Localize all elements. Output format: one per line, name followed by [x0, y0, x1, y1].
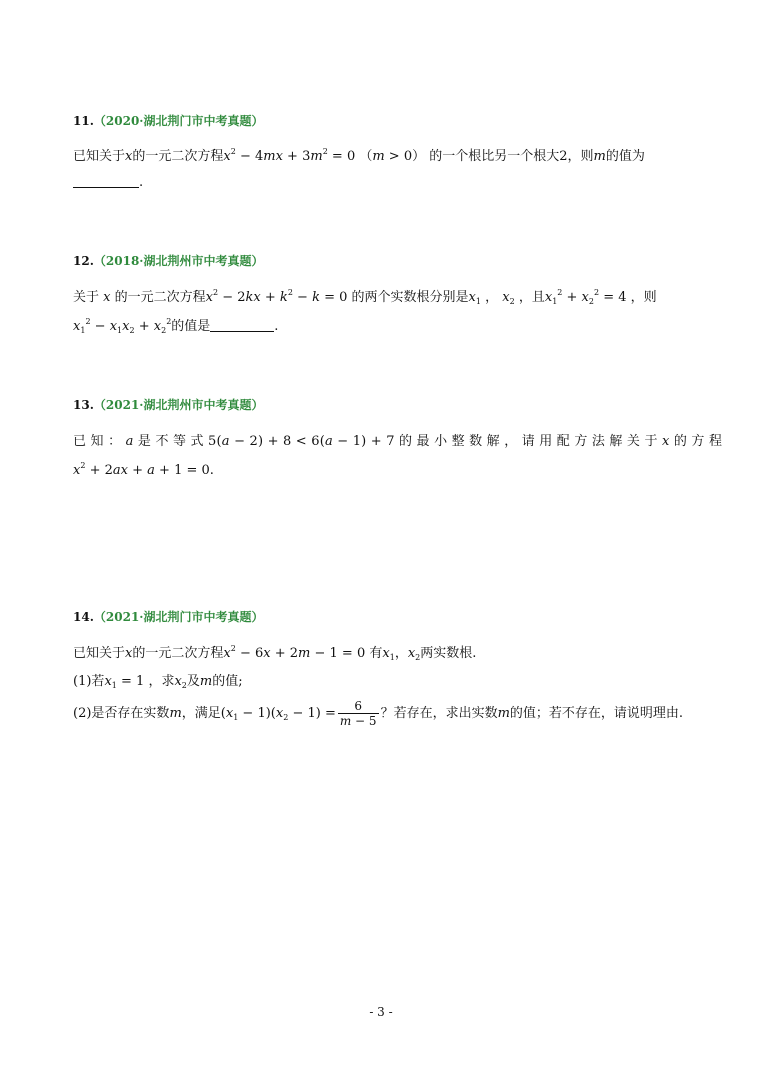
q14-text: 是否存在实数	[91, 706, 170, 721]
q13-text: 是 不 等 式	[137, 434, 204, 449]
q14-text: 已知关于	[73, 646, 126, 661]
q14-text: 的一元二次方程	[132, 646, 224, 661]
answer-blank[interactable]	[73, 175, 139, 188]
q14-text: ？若存在，求出实数	[380, 706, 498, 721]
q13-stem: 已 知 ： a 是 不 等 式 5(a − 2) + 8 < 6(a − 1) + 7 的 最 小 整 数 解 ， 请 用 配 方 法 解 关 于 x 的 方 程	[73, 434, 723, 449]
q14-part2-label: (2)	[73, 706, 92, 721]
q11-source: （2020·湖北荆门市中考真题）	[93, 114, 264, 128]
q13-source: （2021·湖北荆州市中考真题）	[93, 398, 264, 412]
q13-heading	[73, 396, 263, 413]
q11-number: 11.	[73, 114, 94, 128]
page-number: - 3 -	[369, 1005, 393, 1019]
fraction-denominator: m − 5	[339, 713, 377, 728]
q12-text: ，且	[518, 290, 545, 305]
q11-period: .	[139, 175, 144, 190]
q14-text: 两实数根.	[420, 646, 477, 661]
q11-text: 的一元二次方程	[132, 149, 224, 164]
q12-text: 的值是	[171, 319, 211, 334]
q12-text: 的一元二次方程	[114, 290, 206, 305]
q14-number: 14.	[73, 610, 94, 624]
q14-text: 若	[91, 674, 105, 689]
q11-heading	[73, 112, 263, 129]
q12-text: 关于	[73, 290, 100, 305]
q12-stem: 关于 x 的一元二次方程$x^2 - 2kx + k^2 - k = 0$ 的两个实数根分别是$x_1$ ， $x_2$ ，且$x_1^2 + x_2^2 = 4$ ，则	[73, 288, 657, 306]
q12-stem-2: $x_1^2 - x_1x_2 + x_2^2$的值是 .	[73, 317, 279, 335]
q14-part1: (1)若$x_1 = 1$ ，求$x_2$及m的值;	[73, 674, 243, 690]
q12-period: .	[274, 319, 279, 334]
q12-source: （2018·湖北荆州市中考真题）	[93, 254, 264, 268]
q14-text: 及	[186, 674, 200, 689]
q14-part1-label: (1)	[73, 674, 92, 689]
q14-stem: 已知关于x的一元二次方程$x^2 - 6x + 2m - 1 = 0$ 有$x_1$，$x_2$两实数根.	[73, 644, 477, 662]
q14-text: 的值；若不存在，请说明理由.	[509, 706, 684, 721]
q14-source: （2021·湖北荆门市中考真题）	[93, 610, 264, 624]
q14-text: ，满足	[181, 706, 221, 721]
q12-number: 12.	[73, 254, 94, 268]
q13-text: 已 知 ：	[73, 434, 122, 449]
q11-answer-line	[73, 174, 143, 192]
q13-text: 的 最 小 整 数 解 ， 请 用 配 方 法 解 关 于	[399, 434, 658, 449]
q12-text: 的两个实数根分别是	[351, 290, 469, 305]
q14-text: 的值;	[212, 674, 243, 689]
q13-number: 13.	[73, 398, 94, 412]
q11-stem: 已知关于x的一元二次方程$x^2 - 4mx + 3m^2 = 0$ （m > 0） 的一个根比另一个根大2，则m的值为	[73, 147, 645, 164]
q11-text: 已知关于	[73, 149, 126, 164]
q13-equation: $x^2 + 2ax + a + 1 = 0$.	[73, 461, 214, 478]
q13-text: 的 方 程	[673, 434, 723, 449]
answer-blank[interactable]	[210, 319, 274, 332]
q11-text: 的一个根比另一个根大2，则	[429, 149, 594, 164]
q11-text: 的值为	[605, 149, 645, 164]
q14-heading	[73, 608, 263, 625]
q14-part2: (2)是否存在实数m，满足$(x_1 - 1)(x_2 - 1)$ = $\frac{6}{m - 5}$ ？若存在，求出实数m的值；若不存在，请说明理由.	[73, 698, 684, 728]
q12-heading	[73, 252, 263, 269]
q14-text: ，求	[148, 674, 175, 689]
fraction-numerator: 6	[354, 698, 363, 713]
fraction	[338, 699, 379, 729]
q14-text: 有	[369, 646, 383, 661]
q12-text: ，则	[630, 290, 657, 305]
